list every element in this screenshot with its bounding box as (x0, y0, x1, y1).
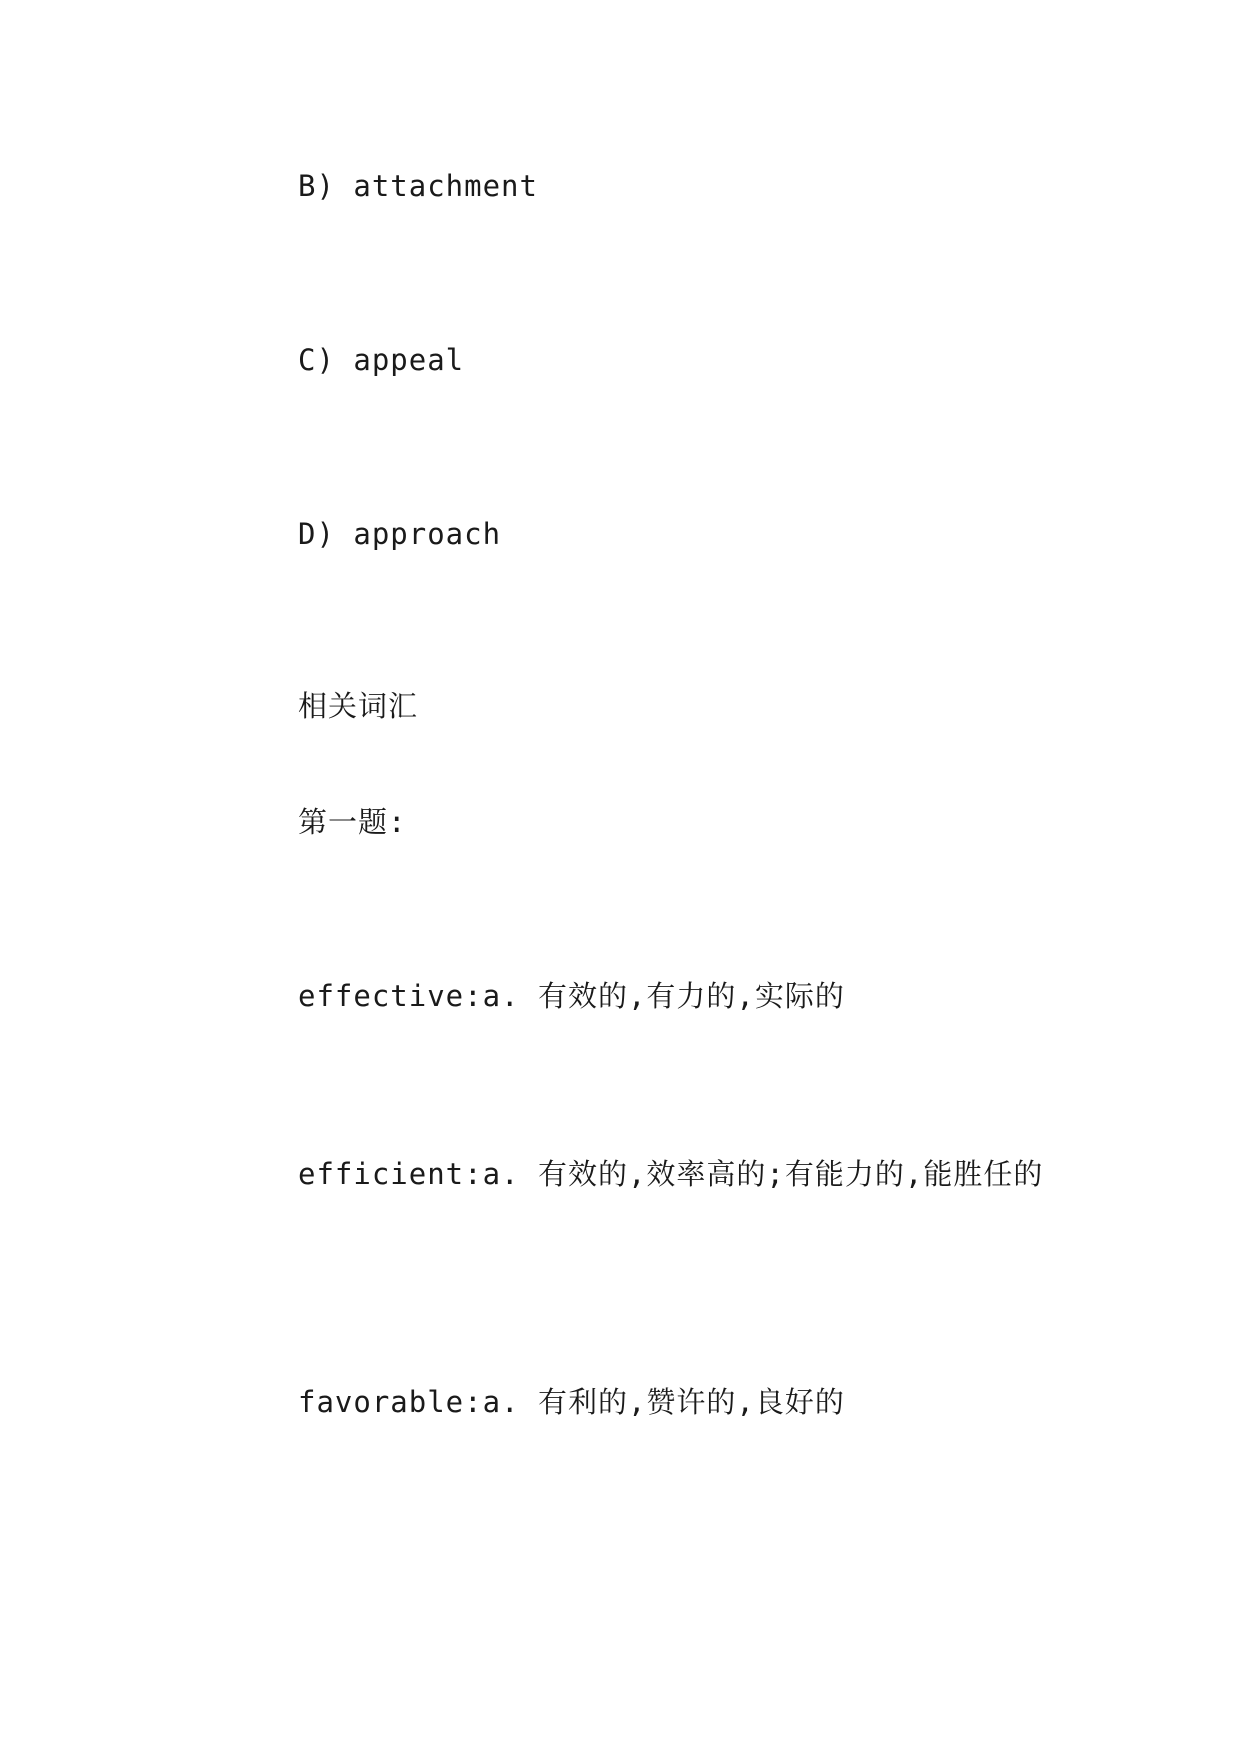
option-b: B) attachment (298, 169, 538, 203)
section-title: 相关词汇 (298, 689, 419, 723)
question-label: 第一题: (298, 805, 407, 839)
option-c: C) appeal (298, 343, 465, 377)
vocab-favorable: favorable:a. 有利的,赞许的,良好的 (298, 1385, 845, 1419)
vocab-efficient: efficient:a. 有效的,效率高的;有能力的,能胜任的 (298, 1157, 1044, 1191)
vocab-effective: effective:a. 有效的,有力的,实际的 (298, 979, 845, 1013)
option-d: D) approach (298, 517, 502, 551)
